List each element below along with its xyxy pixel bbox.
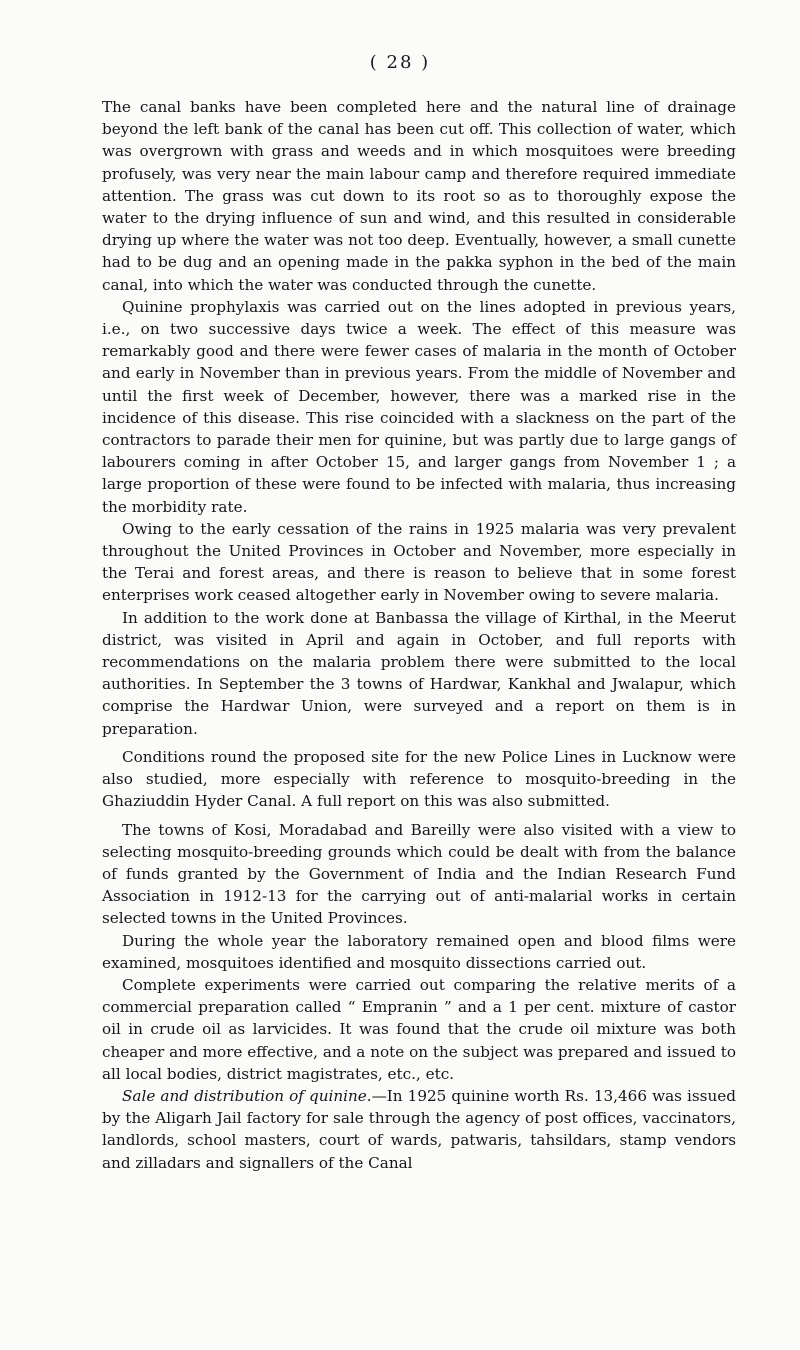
paragraph-canal-banks: The canal banks have been completed here and the natural line of drainage beyond the left bank of the canal has been cut off. This collection of water, which was overgrown with grass and weeds and in which mosquitoes were breeding profusely, was very near the main labour camp and therefore required immediate attention. The grass was cut down to its root so as to thoroughly expose the water to the drying influence of sun and wind, and this resulted in considerable drying up where the water was not too deep. Eventually, however, a small cunette had to be dug and an opening made in the pakka syphon in the bed of the main canal, into which the water was conducted through the cunette.	[102, 98, 736, 294]
body-text	[102, 96, 736, 1174]
paragraph-quinine-sale	[102, 1085, 736, 1174]
paragraph-empranin-experiments: Complete experiments were carried out comparing the relative merits of a commercial preparation called “ Empranin ” and a 1 per cent. mixture of castor oil in crude oil as larvicides. It was found that the crude oil mixture was both cheaper and more effective, and a note on the subject was prepared and issued to all local bodies, district magistrates, etc., etc.	[102, 975, 736, 1083]
paragraph-kosi-moradabad-bareilly: The towns of Kosi, Moradabad and Bareilly were also visited with a view to selecting mosquito-breeding grounds which could be dealt with from the balance of funds granted by the Government of India and the Indian Research Fund Association in 1912-13 for the carrying out of anti-malarial works in certain selected towns in the United Provinces.	[102, 820, 736, 928]
page-number: ( 28 )	[369, 52, 431, 73]
paragraph-rains-1925: Owing to the early cessation of the rains in 1925 malaria was very prevalent throughout the United Provinces in October and November, more especially in the Terai and forest areas, and there is reason to believe that in some forest enterprises work ceased altogether early in November owing to severe malaria.	[102, 519, 736, 605]
section-heading-quinine-sale: Sale and distribution of quinine.	[122, 1086, 372, 1105]
paragraph-laboratory: During the whole year the laboratory remained open and blood films were examined, mosquitoes identified and mosquito dissections carried out.	[102, 931, 736, 972]
paragraph-kirthal-hardwar: In addition to the work done at Banbassa the village of Kirthal, in the Meerut district, was visited in April and again in October, and full reports with recommendations on the malaria problem there were submitted to the local authorities. In September the 3 towns of Hardwar, Kankhal and Jwalapur, which comprise the Hardwar Union, were surveyed and a report on them is in preparation.	[102, 608, 736, 738]
paragraph-quinine-sale-text: —In 1925 quinine worth Rs. 13,466 was issued by the Aligarh Jail factory for sale through the agency of post offices, vaccinators, landlords, school masters, court of wards, patwaris, tahsildars, stamp vendors and zilladars and signallers of the Canal	[102, 1086, 736, 1172]
paragraph-lucknow-police-lines: Conditions round the proposed site for the new Police Lines in Lucknow were also studied, more especially with reference to mosquito-breeding in the Ghaziuddin Hyder Canal. A full report on this was also submitted.	[102, 747, 736, 811]
paragraph-quinine-prophylaxis: Quinine prophylaxis was carried out on the lines adopted in previous years, i.e., on two successive days twice a week. The effect of this measure was remarkably good and there were fewer cases of malaria in the month of October and early in November than in previous years. From the middle of November and until the first week of December, however, there was a marked rise in the incidence of this disease. This rise coincided with a slackness on the part of the contractors to parade their men for quinine, but was partly due to large gangs of labourers coming in after October 15, and larger gangs from November 1 ; a large proportion of these were found to be infected with malaria, thus increasing the morbidity rate.	[102, 297, 736, 516]
